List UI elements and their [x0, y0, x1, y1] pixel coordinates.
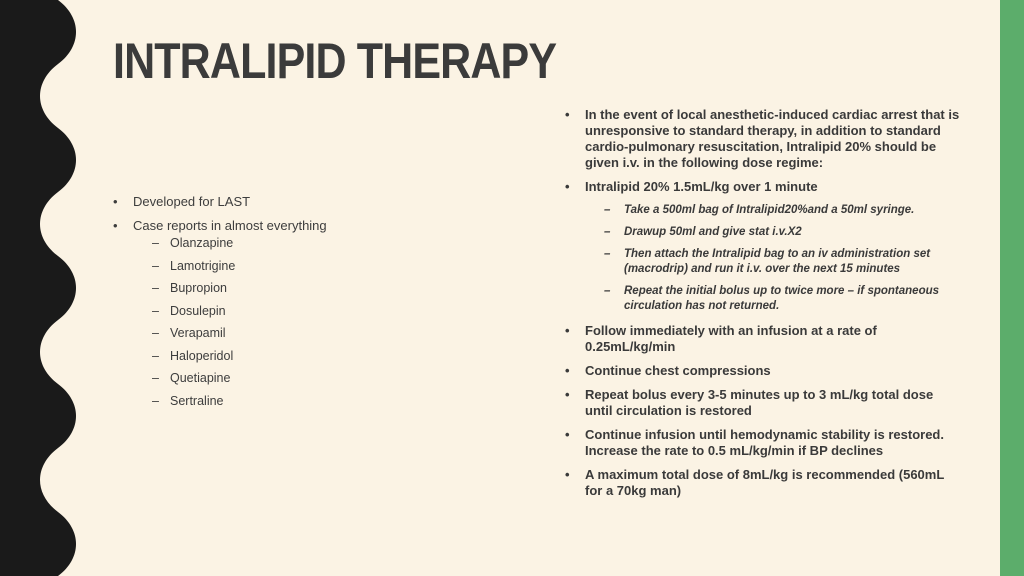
drug-list	[152, 235, 413, 409]
drug-item: – Sertraline	[152, 393, 413, 409]
bullet-developed-for-last: • Developed for LAST	[113, 194, 413, 210]
drug-item: – Olanzapine	[152, 235, 413, 251]
green-accent-bar	[1000, 0, 1024, 576]
slide-title: INTRALIPID THERAPY	[113, 33, 557, 89]
bullet-chest-compressions: • Continue chest compressions	[565, 363, 960, 379]
bullet-repeat-bolus: • Repeat bolus every 3-5 minutes up to 3 mL/kg total dose until circulation is restored	[565, 387, 960, 419]
left-bullet-column	[113, 194, 413, 417]
bullet-case-reports	[113, 218, 413, 409]
bullet-intralipid-dose-label: Intralipid 20% 1.5mL/kg over 1 minute	[585, 179, 818, 194]
bullet-intralipid-dose	[565, 179, 960, 314]
dose-step: – Drawup 50ml and give stat i.v.X2	[604, 225, 960, 240]
dose-step: – Repeat the initial bolus up to twice more – if spontaneous circulation has not returned.	[604, 284, 960, 314]
wavy-left-band	[0, 0, 80, 576]
bullet-cardiac-arrest-intro: • In the event of local anesthetic-induced cardiac arrest that is unresponsive to standard therapy, in addition to standard cardio-pulmonary resuscitation, Intralipid 20% should be given i.v. in the following dose regime:	[565, 107, 960, 171]
bullet-continue-infusion: • Continue infusion until hemodynamic stability is restored. Increase the rate to 0.5 mL/kg/min if BP declines	[565, 427, 960, 459]
bullet-case-reports-label: Case reports in almost everything	[133, 218, 327, 233]
bullet-infusion-rate: • Follow immediately with an infusion at a rate of 0.25mL/kg/min	[565, 323, 960, 355]
drug-item: – Verapamil	[152, 325, 413, 341]
dose-step: – Then attach the Intralipid bag to an iv administration set (macrodrip) and run it i.v. over the next 15 minutes	[604, 247, 960, 277]
dose-steps-list	[604, 203, 960, 314]
right-bullet-column	[565, 107, 960, 507]
drug-item: – Dosulepin	[152, 303, 413, 319]
drug-item: – Haloperidol	[152, 348, 413, 364]
drug-item: – Lamotrigine	[152, 258, 413, 274]
bullet-maximum-dose: • A maximum total dose of 8mL/kg is recommended (560mL for a 70kg man)	[565, 467, 960, 499]
drug-item: – Quetiapine	[152, 370, 413, 386]
drug-item: – Bupropion	[152, 280, 413, 296]
dose-step: – Take a 500ml bag of Intralipid20%and a 50ml syringe.	[604, 203, 960, 218]
